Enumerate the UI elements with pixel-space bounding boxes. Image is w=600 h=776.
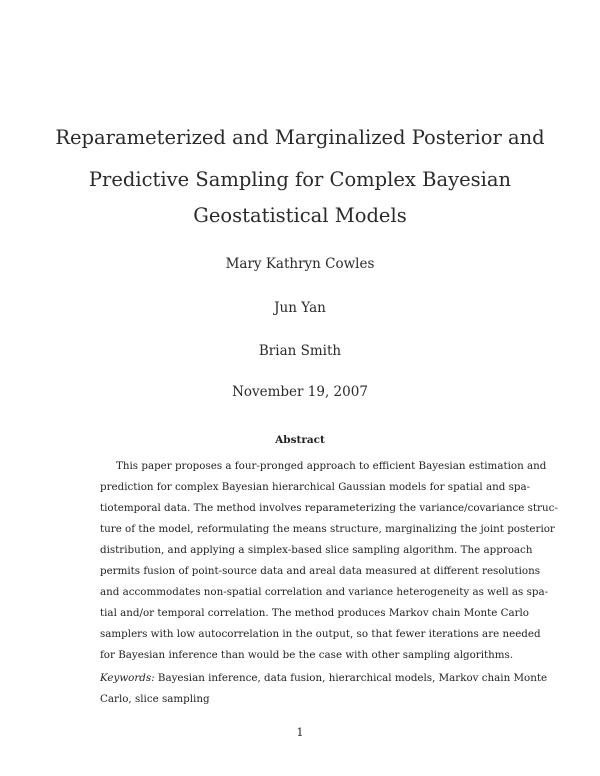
abstract-line: and accommodates non-spatial correlation and variance heterogeneity as well as spa- (100, 586, 549, 598)
publication-date: November 19, 2007 (232, 384, 368, 400)
keywords-label: Keywords: (100, 672, 155, 684)
abstract-line: This paper proposes a four-pronged approach to efficient Bayesian estimation and (116, 460, 547, 472)
keywords-text: Bayesian inference, data fusion, hierarchical models, Markov chain Monte (157, 672, 548, 684)
abstract-line: samplers with low autocorrelation in the output, so that fewer iterations are needed (100, 628, 541, 640)
abstract-line: permits fusion of point-source data and areal data measured at different resolutions (100, 565, 540, 577)
author-2: Jun Yan (274, 300, 326, 316)
abstract-line: ture of the model, reformulating the means structure, marginalizing the joint posterior (100, 523, 555, 535)
abstract-line: distribution, and applying a simplex-based slice sampling algorithm. The approach (100, 544, 533, 556)
page-number: 1 (296, 726, 304, 739)
paper-title-line-1: Reparameterized and Marginalized Posterior and (55, 126, 545, 149)
paper-title-line-2: Predictive Sampling for Complex Bayesian (88, 168, 512, 191)
abstract-line: for Bayesian inference than would be the case with other sampling algorithms. (100, 649, 514, 661)
keywords-line-2: Carlo, slice sampling (100, 693, 210, 705)
author-3: Brian Smith (258, 343, 342, 359)
paper-title-line-3: Geostatistical Models (193, 204, 407, 227)
abstract-line: prediction for complex Bayesian hierarchical Gaussian models for spatial and spa- (100, 481, 531, 493)
keywords-line-1 (100, 672, 548, 684)
abstract-line: tial and/or temporal correlation. The method produces Markov chain Monte Carlo (100, 607, 530, 619)
author-1: Mary Kathryn Cowles (225, 256, 375, 272)
abstract-heading: Abstract (275, 434, 325, 446)
abstract-line: tiotemporal data. The method involves reparameterizing the variance/covariance struc- (100, 502, 558, 514)
